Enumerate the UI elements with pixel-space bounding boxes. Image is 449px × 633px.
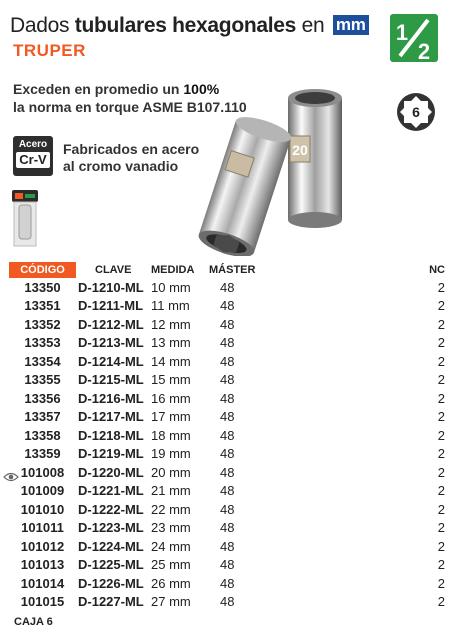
cell-key: D-1227-ML — [78, 594, 144, 610]
cell-nc: 2 — [437, 501, 445, 517]
brand-logo: TRUPER — [13, 41, 86, 60]
cell-master: 48 — [220, 538, 235, 554]
cell-code: 13358 — [24, 427, 61, 443]
cell-nc: 2 — [437, 279, 445, 295]
cell-size: 17 mm — [151, 409, 191, 425]
cell-size: 25 mm — [151, 557, 191, 573]
col-header-key: CLAVE — [95, 264, 132, 276]
cell-code: 101009 — [20, 483, 65, 499]
points-label: 6 — [412, 104, 420, 120]
cell-code: 101011 — [21, 520, 64, 536]
table-row — [9, 278, 445, 297]
product-image — [188, 86, 350, 256]
cell-size: 18 mm — [151, 427, 191, 443]
table-row — [9, 519, 445, 538]
cell-nc: 2 — [437, 483, 445, 499]
cell-nc: 2 — [437, 538, 445, 554]
title-bold: tubulares hexagonales — [74, 14, 297, 37]
cell-key: D-1211-ML — [78, 298, 144, 314]
cell-key: D-1224-ML — [78, 538, 144, 554]
cell-size: 26 mm — [151, 575, 191, 591]
intro-line-1-text: Exceden en promedio un — [13, 81, 184, 97]
cell-nc: 2 — [437, 372, 445, 388]
cell-master: 48 — [220, 557, 235, 573]
title-light-2: en — [301, 14, 325, 37]
cell-key: D-1226-ML — [78, 575, 144, 591]
cell-size: 15 mm — [151, 372, 191, 388]
cell-size: 27 mm — [151, 594, 191, 610]
drive-size-denominator: 2 — [417, 39, 431, 62]
cell-master: 48 — [220, 353, 235, 369]
material-line-2: al cromo vanadio — [63, 158, 179, 174]
cell-size: 20 mm — [151, 464, 191, 480]
cell-code: 13352 — [24, 316, 61, 332]
cell-master: 48 — [220, 575, 235, 591]
cell-key: D-1214-ML — [78, 353, 144, 369]
cell-nc: 2 — [437, 335, 445, 351]
table-row — [9, 315, 445, 334]
cell-key: D-1220-ML — [78, 464, 144, 480]
cell-key: D-1210-ML — [78, 279, 144, 295]
cell-nc: 2 — [437, 446, 445, 462]
spec-table — [9, 262, 445, 611]
table-row — [9, 389, 445, 408]
cell-nc: 2 — [437, 316, 445, 332]
cell-size: 11 mm — [151, 298, 190, 314]
cell-key: D-1212-ML — [78, 316, 144, 332]
table-row — [9, 482, 445, 501]
material-badge — [13, 136, 53, 176]
cell-code: 101014 — [20, 575, 65, 591]
cell-code: 101010 — [20, 501, 65, 517]
intro-percent: 100% — [183, 81, 220, 97]
table-row — [9, 297, 445, 316]
drive-size-graphic — [390, 14, 438, 62]
spec-table-body — [9, 278, 445, 611]
drive-size-numerator: 1 — [395, 20, 409, 45]
table-row — [9, 593, 445, 612]
cell-code: 13359 — [24, 446, 61, 462]
socket-back — [288, 89, 342, 228]
cell-code: 13353 — [24, 335, 61, 351]
cell-master: 48 — [220, 501, 235, 517]
cell-key: D-1217-ML — [78, 409, 144, 425]
cell-nc: 2 — [437, 464, 445, 480]
cell-size: 13 mm — [151, 335, 191, 351]
title-light-1: Dados — [10, 14, 70, 37]
material-line-1: Fabricados en acero — [63, 141, 200, 157]
cell-nc: 2 — [437, 409, 445, 425]
cell-code: 13356 — [24, 390, 61, 406]
case-quantity: CAJA 6 — [14, 616, 53, 628]
cell-nc: 2 — [437, 353, 445, 369]
cell-key: D-1223-ML — [78, 520, 144, 536]
cell-size: 16 mm — [151, 390, 191, 406]
cell-code: 13357 — [24, 409, 61, 425]
table-row — [9, 445, 445, 464]
cell-code: 101012 — [20, 538, 65, 554]
table-row — [9, 574, 445, 593]
cell-code: 13351 — [24, 298, 61, 314]
col-header-code: CÓDIGO — [9, 262, 76, 278]
cell-master: 48 — [220, 316, 235, 332]
cell-master: 48 — [220, 279, 235, 295]
unit-badge: mm — [333, 15, 369, 35]
cell-nc: 2 — [437, 390, 445, 406]
cell-master: 48 — [220, 520, 235, 536]
cell-master: 48 — [220, 298, 235, 314]
package-thumbnail — [11, 189, 39, 247]
cell-code: 101008 — [20, 464, 65, 480]
six-point-icon — [396, 92, 436, 132]
col-header-size: MEDIDA — [151, 264, 195, 276]
page-title — [10, 14, 369, 38]
cell-nc: 2 — [437, 520, 445, 536]
cell-nc: 2 — [437, 298, 445, 314]
cell-master: 48 — [220, 594, 235, 610]
material-badge-top: Acero — [18, 139, 48, 150]
cell-master: 48 — [220, 409, 235, 425]
cell-code: 13355 — [24, 372, 61, 388]
cell-key: D-1213-ML — [78, 335, 144, 351]
table-row — [9, 426, 445, 445]
table-row — [9, 352, 445, 371]
table-row — [9, 408, 445, 427]
table-row — [9, 334, 445, 353]
cell-nc: 2 — [437, 594, 445, 610]
cell-master: 48 — [220, 446, 235, 462]
table-row — [9, 500, 445, 519]
cell-nc: 2 — [437, 575, 445, 591]
cell-key: D-1219-ML — [78, 446, 144, 462]
cell-code: 101015 — [20, 594, 65, 610]
cell-master: 48 — [220, 390, 235, 406]
cell-master: 48 — [220, 464, 235, 480]
cell-key: D-1222-ML — [78, 501, 144, 517]
cell-size: 24 mm — [151, 538, 191, 554]
table-row — [9, 371, 445, 390]
cell-master: 48 — [220, 427, 235, 443]
cell-nc: 2 — [437, 427, 445, 443]
intro-line-2: la norma en torque ASME B107.110 — [13, 99, 247, 115]
cell-key: D-1218-ML — [78, 427, 144, 443]
eye-icon[interactable] — [3, 469, 19, 487]
cell-nc: 2 — [437, 557, 445, 573]
cell-master: 48 — [220, 372, 235, 388]
table-row — [9, 556, 445, 575]
cell-size: 23 mm — [151, 520, 191, 536]
cell-key: D-1225-ML — [78, 557, 144, 573]
cell-key: D-1216-ML — [78, 390, 144, 406]
cell-master: 48 — [220, 335, 235, 351]
socket-front — [196, 112, 294, 256]
col-header-master: MÁSTER — [209, 264, 256, 276]
drive-size-badge — [390, 14, 438, 62]
cell-key: D-1221-ML — [78, 483, 144, 499]
cell-size: 19 mm — [151, 446, 191, 462]
table-header-row — [9, 262, 445, 278]
cell-size: 10 mm — [151, 279, 191, 295]
cell-size: 22 mm — [151, 501, 191, 517]
product-size-label: 20 — [292, 142, 308, 158]
cell-size: 14 mm — [151, 353, 191, 369]
cell-code: 101013 — [20, 557, 65, 573]
cell-code: 13350 — [24, 279, 61, 295]
material-text — [63, 141, 199, 175]
col-header-nc: NC — [429, 264, 445, 276]
cell-master: 48 — [220, 483, 235, 499]
cell-key: D-1215-ML — [78, 372, 144, 388]
table-row — [9, 537, 445, 556]
cell-code: 13354 — [24, 353, 61, 369]
material-badge-bottom: Cr-V — [16, 152, 50, 168]
cell-size: 21 mm — [151, 483, 191, 499]
table-row — [9, 463, 445, 482]
cell-size: 12 mm — [151, 316, 191, 332]
